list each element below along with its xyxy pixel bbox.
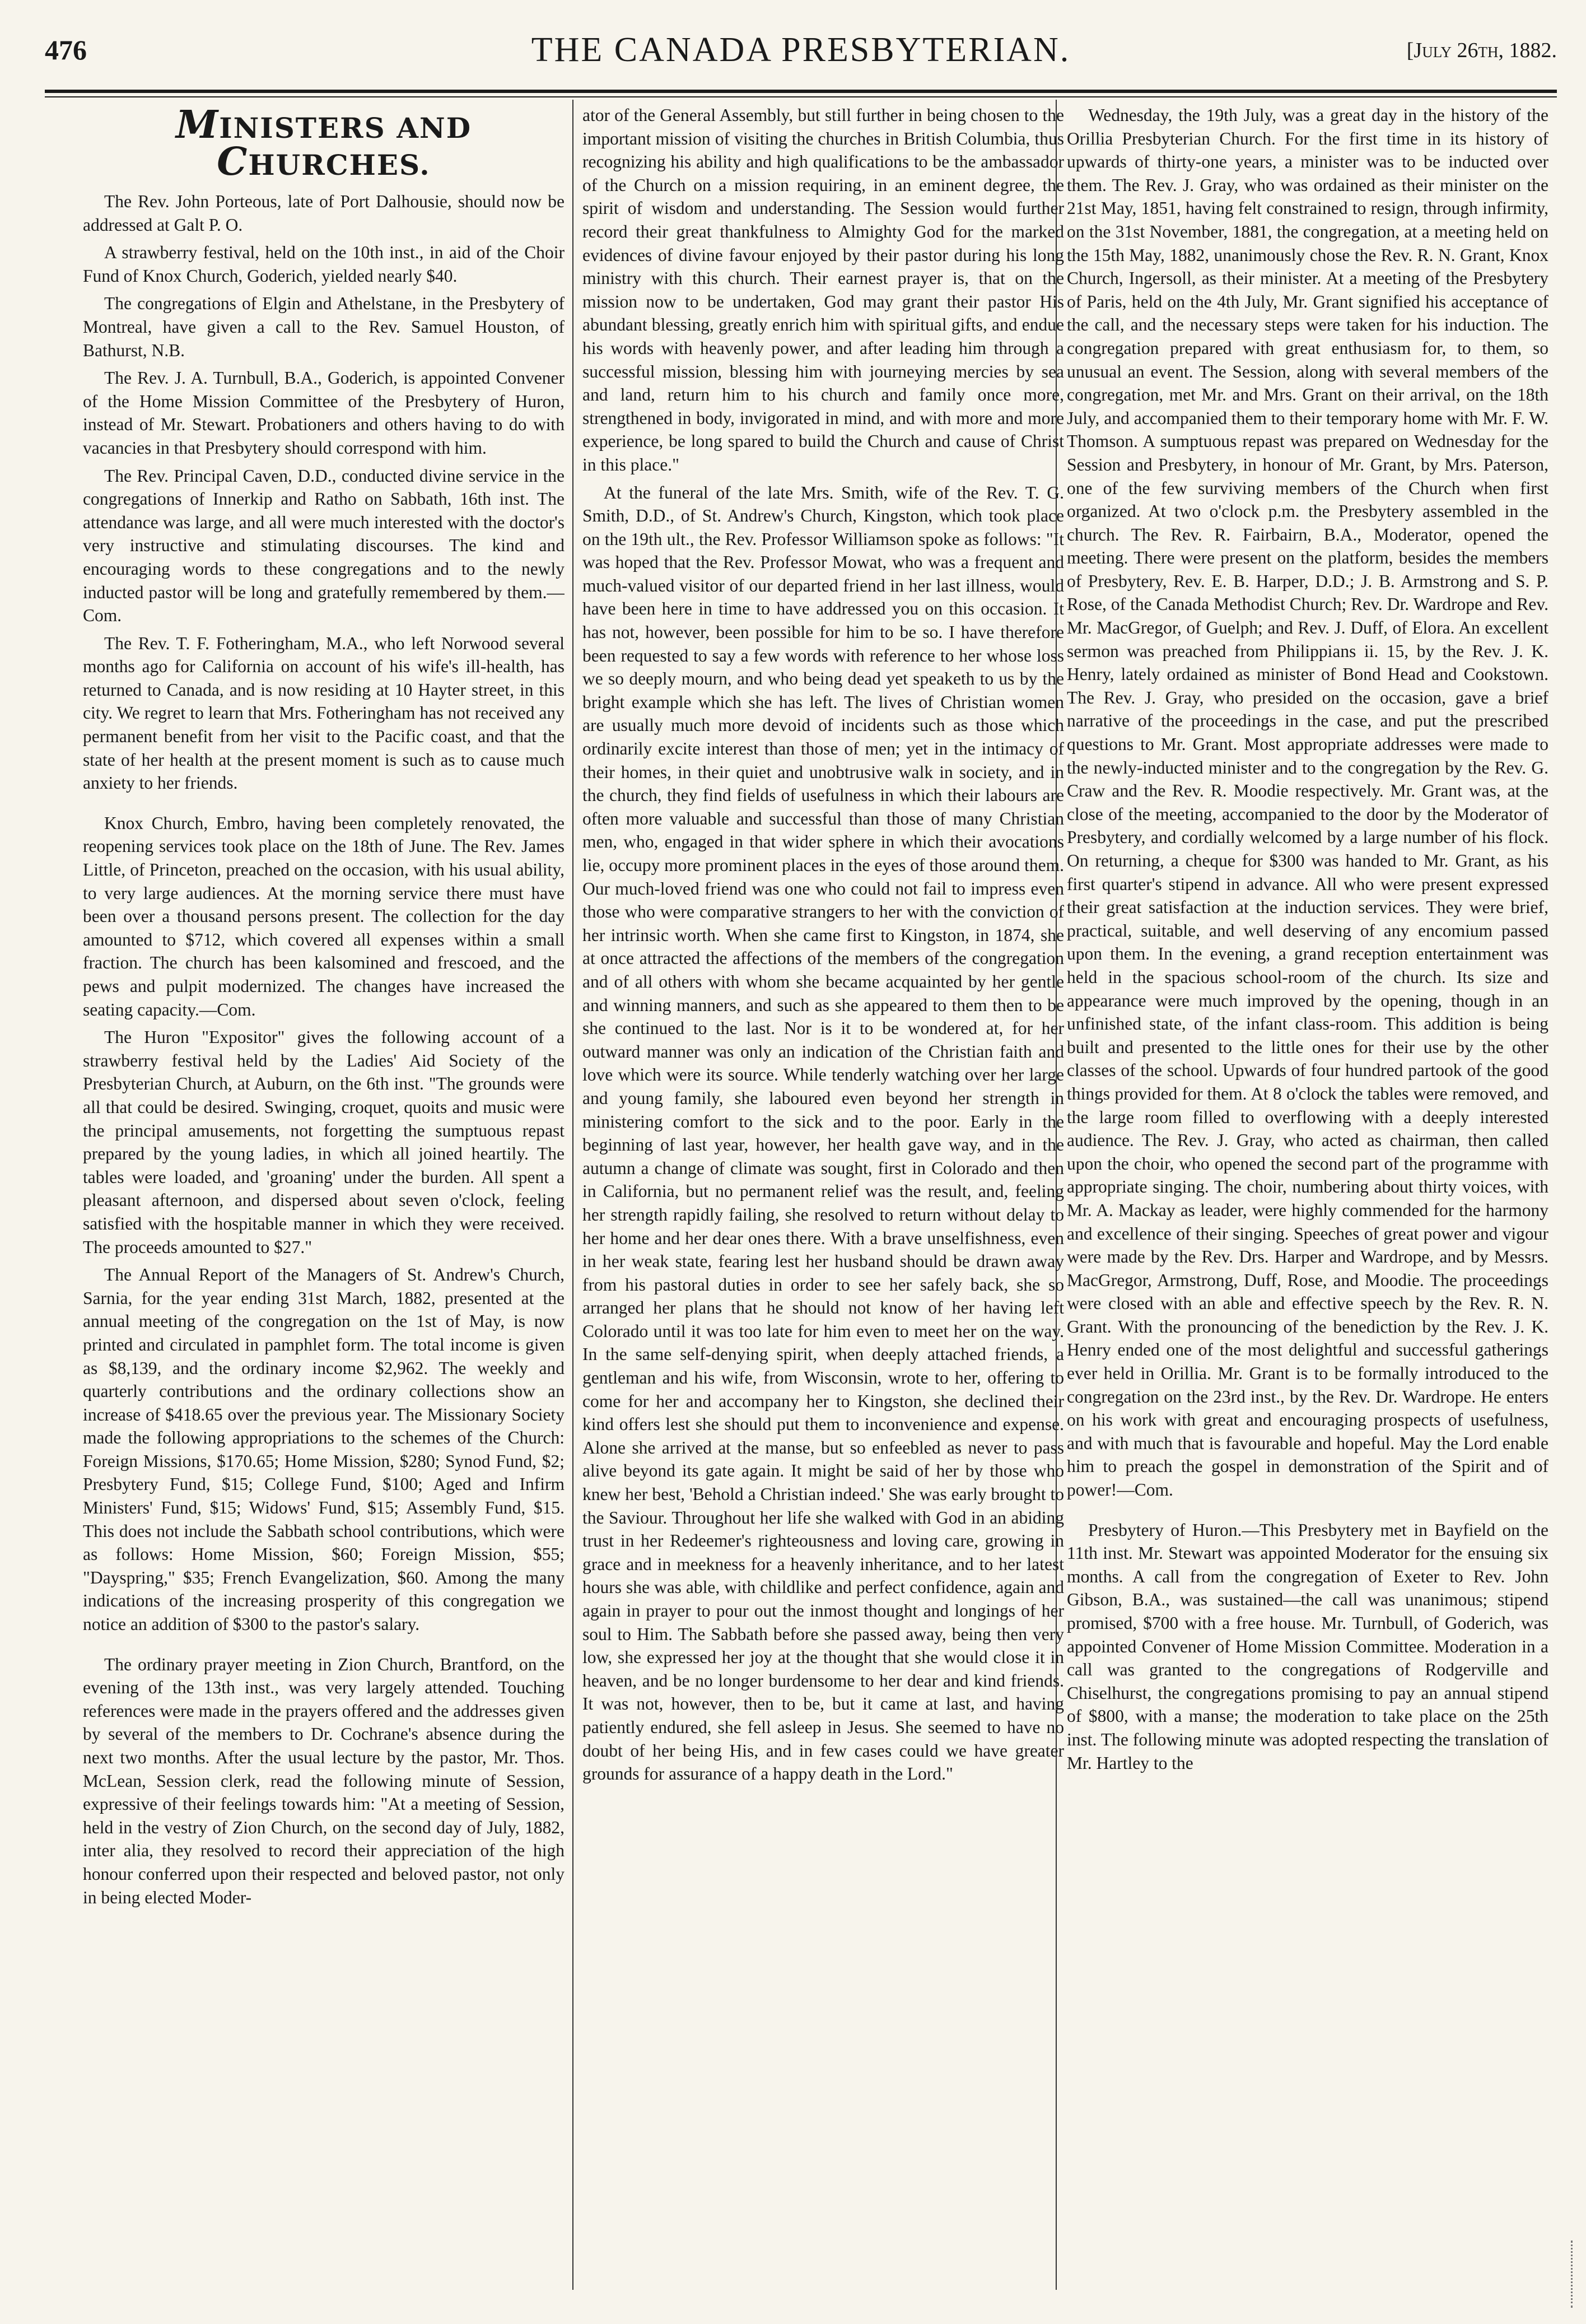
news-item: The Rev. T. F. Fotheringham, M.A., who left Norwood several months ago for California on account of his wife's ill-health, has returned to Canada, and is now residing at 10 Hayter street, in this city. We regret to learn that Mrs. Fotheringham has not received any permanent benefit from her visit to the Pacific coast, and that the state of her health at the present moment is such as to cause much anxiety to her friends. xyxy=(83,633,565,793)
news-item: The congregations of Elgin and Athelstane, in the Presbytery of Montreal, have given a call to the Rev. Samuel Houston, of Bathurst, N.B. xyxy=(83,294,565,360)
news-item: At the funeral of the late Mrs. Smith, wife of the Rev. T. G. Smith, D.D., of St. Andrew's Church, Kingston, which took place on the 19th ult., the Rev. Professor Williamson spoke as follows: "It was hoped that the Rev. Professor Mowat, who was a frequent and much-valued visitor of our departed friend in her last illness, would have been here in time to have addressed you on this occasion. It has not, however, been possible for him to be so. I have therefore been requested to say a few words with reference to her whose loss we so deeply mourn, and who being dead yet speaketh to us by the bright example which she has left. The lives of Christian women are usually much more devoid of incidents such as those which ordinarily excite interest than those of men; yet in the intimacy of their homes, in their quiet and unobtrusive walk in society, and in the church, they find fields of usefulness in which their labours are often more valuable and successful than those of many Christian men, who, engaged in that wider sphere in which their avocations lie, occupy more prominent places in the eyes of those around them. Our much-loved friend was one who could not fail to impress even those who were comparative strangers to her with the conviction of her intrinsic worth. When she came first to Kingston, in 1874, she at once attracted the affections of the members of the congregation and of all others with whom she became acquainted by her gentle and winning manners, and such as she appeared to them then to be she continued to the last. Nor is it to be wondered at, for her outward manner was only an indication of the Christian faith and love which were its source. While tenderly watching over her large and young family, she laboured even beyond her strength in ministering comfort to the sick and to the poor. Early in the beginning of last year, however, her health gave way, and in the autumn a change of climate was sought, first in Colorado and then in California, but no permanent relief was the result, and, feeling her strength rapidly failing, she resolved to return without delay to her home and her dear ones there. With a brave unselfishness, even in her weak state, fearing lest her husband should be drawn away from his pastoral duties in order to see her safely back, she so arranged her plans that he should not know of her having left Colorado until it was too late for him even to meet her on the way. In the same self-denying spirit, when deeply attached friends, a gentleman and his wife, from Wisconsin, wrote to her, offering to come for her and accompany her to Kingston, she declined their kind offers lest she should put them to inconvenience and expense. Alone she arrived at the manse, but so enfeebled as never to pass alive beyond its gate again. It might be said of her by those who knew her best, 'Behold a Christian indeed.' She was early brought to the Saviour. Throughout her life she walked with God in an abiding trust in her Redeemer's righteousness and loving care, growing in grace and in meekness for a heavenly inheritance, and to her latest hours she was able, with childlike and perfect confidence, again and again in prayer to pour out the inmost thought and longings of her soul to Him. The Sabbath before she passed away, being then very low, she expressed her joy at the thought that she would close it in heaven, and be no longer burdensome to her dear and kind friends. It was not, however, then to be, but it came at last, and having patiently endured, she fell asleep in Jesus. She seemed to have no doubt of her being His, and in few cases could we have greater grounds for assurance of a happy death in the Lord." xyxy=(582,482,1064,1784)
section-heading-text: HURCHES. xyxy=(248,148,431,181)
news-item: A strawberry festival, held on the 10th inst., in aid of the Choir Fund of Knox Church, Goderich, yielded nearly $40. xyxy=(83,243,565,286)
section-heading-text: INISTERS AND xyxy=(219,111,472,145)
page-header xyxy=(45,22,1557,90)
news-item: Presbytery of Huron.—This Presbytery met in Bayfield on the 11th inst. Mr. Stewart was appointed Moderator for the ensuing six months. A call from the congregation of Exeter to Rev. John Gibson, B.A., was sustained—the call was unanimous; stipend promised, $700 with a free house. Mr. Turnbull, of Goderich, was appointed Convener of Home Mission Committee. Moderation in a call was granted to the congregations of Rodgerville and Chiselhurst, the congregations promising to pay an annual stipend of $800, with a manse; the moderation to take place on the 25th inst. The following minute was adopted respecting the translation of Mr. Hartley to the xyxy=(1067,1520,1548,1773)
news-item: The ordinary prayer meeting in Zion Church, Brantford, on the evening of the 13th inst., was very largely attended. Touching references were made in the prayers offered and the addresses given by several of the members to Dr. Cochrane's absence during the next two months. After the usual lecture by the pastor, Mr. Thos. McLean, Session clerk, read the following minute of Session, expressive of their feelings towards him: "At a meeting of Session, held in the vestry of Zion Church, on the second day of July, 1882, inter alia, they resolved to record their appreciation of the high honour conferred upon their respected and beloved pastor, not only in being elected Moder- xyxy=(83,1654,565,1907)
header-rule-thin xyxy=(45,96,1557,97)
column-divider xyxy=(572,100,573,2290)
news-item: The Huron "Expositor" gives the following account of a strawberry festival held by the Ladies' Aid Society of the Presbyterian Church, at Auburn, on the 6th inst. "The grounds were all that could be desired. Swinging, croquet, quoits and music were the principal amusements, not forgetting the sumptuous repast prepared by the young ladies, in which all joined heartily. The tables were loaded, and 'groaning' under the burden. All spent a pleasant afternoon, and dispersed about seven o'clock, feeling satisfied with the hospitable manner in which they were received. The proceeds amounted to $27." xyxy=(83,1027,565,1257)
section-heading xyxy=(83,104,565,184)
page-number: 476 xyxy=(45,34,87,66)
issue-date: [July 26th, 1882. xyxy=(1406,39,1557,62)
column-2 xyxy=(582,104,1064,2288)
news-item: The Rev. Principal Caven, D.D., conducted divine service in the congregations of Innerkip and Ratho on Sabbath, 16th inst. The attendance was large, and all were much interested with the doctor's very instructive and stimulating discourses. The kind and encouraging words to these congregations and to the newly inducted pastor will be long and gratefully remembered by them.—Com. xyxy=(83,465,565,626)
page-edge-mark xyxy=(1571,2241,1580,2308)
news-item: The Annual Report of the Managers of St. Andrew's Church, Sarnia, for the year ending 31st March, 1882, presented at the annual meeting of the congregation on the 1st of May, is now printed and circulated in pamphlet form. The total income is given as $8,139, and the ordinary income $2,962. The weekly and quarterly contributions and the ordinary collections show an increase of $418.65 over the previous year. The Missionary Society made the following appropriations to the schemes of the Church: Foreign Missions, $170.65; Home Mission, $280; Synod Fund, $2; Presbytery Fund, $15; College Fund, $100; Aged and Infirm Ministers' Fund, $15; Widows' Fund, $15; Assembly Fund, $15. This does not include the Sabbath school contributions, which were as follows: Home Mission, $60; Foreign Mission, $55; "Dayspring," $35; French Evangelization, $60. Among the many indications of the increasing prosperity of this congregation we notice an addition of $300 to the pastor's salary. xyxy=(83,1265,565,1634)
section-heading-initial: C xyxy=(217,139,249,184)
news-item: The Rev. John Porteous, late of Port Dalhousie, should now be addressed at Galt P. O. xyxy=(83,192,565,235)
column-3 xyxy=(1067,104,1548,2288)
journal-title: THE CANADA PRESBYTERIAN. xyxy=(531,31,1071,69)
news-item-continued: ator of the General Assembly, but still further in being chosen to the important mission of visiting the churches in British Columbia, thus recognizing his ability and high qualifications to be the ambassador of the Church on a mission requiring, in an eminent degree, the spirit of wisdom and understanding. The Session would further record their great thankfulness to Almighty God for the marked evidences of divine favour enjoyed by their pastor during his long ministry with this church. Their earnest prayer is, that on the mission now to be undertaken, God may grant their pastor His abundant blessing, greatly enrich him with spiritual gifts, and endue his words with heavenly power, and after leading him through a successful mission, blessing him with journeying mercies by sea and land, return him to his church and family once more, strengthened in body, invigorated in mind, and with more and more experience, be long spared to build the Church and cause of Christ in this place." xyxy=(582,105,1064,474)
section-heading-initial: M xyxy=(175,104,220,147)
news-item: The Rev. J. A. Turnbull, B.A., Goderich, is appointed Convener of the Home Mission Committee of the Presbytery of Huron, instead of Mr. Stewart. Probationers and others having to do with vacancies in that Presbytery should correspond with him. xyxy=(83,368,565,458)
header-rule xyxy=(45,90,1557,93)
news-item: Wednesday, the 19th July, was a great day in the history of the Orillia Presbyterian Church. For the first time in its history of upwards of thirty-one years, a minister was to be inducted over them. The Rev. J. Gray, who was ordained as their minister on the 21st May, 1851, having felt constrained to resign, through infirmity, on the 31st November, 1881, the congregation, at a meeting held on the 15th May, 1882, unanimously chose the Rev. R. N. Grant, Knox Church, Ingersoll, as their minister. At a meeting of the Presbytery of Paris, held on the 4th July, Mr. Grant signified his acceptance of the call, and the necessary steps were taken for his induction. The congregation prepared with great enthusiasm for, to them, so unusual an event. The Session, along with several members of the congregation, met Mr. and Mrs. Grant on their arrival, on the 18th July, and accompanied them to their temporary home with Mr. F. W. Thomson. A sumptuous repast was prepared on Wednesday for the Session and Presbytery, in honour of Mr. Grant, by Mrs. Paterson, one of the few surviving members of the Church when first organized. At two o'clock p.m. the Presbytery assembled in the church. The Rev. R. Fairbairn, B.A., Moderator, opened the meeting. There were present on the platform, besides the members of Presbytery, Rev. E. B. Harper, D.D.; J. B. Armstrong and S. P. Rose, of the Canada Methodist Church; Rev. Dr. Wardrope and Rev. Mr. MacGregor, of Guelph; and Rev. J. Duff, of Elora. An excellent sermon was preached from Philippians ii. 15, by the Rev. J. K. Henry, lately ordained as minister of Bond Head and Cookstown. The Rev. J. Gray, who presided on the occasion, gave a brief narrative of the proceedings in the case, and put the prescribed questions to Mr. Grant. Most appropriate addresses were made to the newly-inducted minister and to the congregation by the Rev. G. Craw and the Rev. R. Moodie respectively. Mr. Grant was, at the close of the meeting, accompanied to the door by the Moderator of Presbytery, and cordially welcomed by a large number of his flock. On returning, a cheque for $300 was handed to Mr. Grant, as his first quarter's stipend in advance. All who were present expressed their great satisfaction at the induction services. They were brief, practical, suitable, and well deserving of any encomium passed upon them. In the evening, a grand reception entertainment was held in the spacious school-room of the church. Its size and appearance were much improved by the opening, though in an unfinished state, of the infant class-room. This addition is being built and presented to the little ones for their use by the other classes of the school. Upwards of four hundred partook of the good things provided for them. At 8 o'clock the tables were removed, and the large room filled to overflowing with a deeply interested audience. The Rev. J. Gray, who acted as chairman, then called upon the choir, who opened the second part of the programme with appropriate singing. The choir, numbering about thirty voices, with Mr. A. Mackay as leader, were highly commended for the harmony and excellence of their singing. Speeches of great power and vigour were made by the Rev. Drs. Harper and Wardrope, and by Messrs. MacGregor, Armstrong, Duff, Rose, and Moodie. The proceedings were closed with an able and effective speech by the Rev. R. N. Grant. With the pronouncing of the benediction by the Rev. J. K. Henry ended one of the most delightful and successful gatherings ever held in Orillia. Mr. Grant is to be formally introduced to the congregation on the 23rd inst., by the Rev. Dr. Wardrope. He enters on his work with great and encouraging prospects of usefulness, and with much that is favourable and hopeful. May the Lord enable him to preach the gospel in demonstration of the Spirit and of power!—Com. xyxy=(1067,105,1548,1500)
news-item: Knox Church, Embro, having been completely renovated, the reopening services took place on the 18th of June. The Rev. James Little, of Princeton, preached on the occasion, with his usual ability, to very large audiences. At the morning service there must have been over a thousand persons present. The collection for the day amounted to $712, which covered all expenses within a small fraction. The church has been kalsomined and frescoed, and the pews and pulpit modernized. The changes have increased the seating capacity.—Com. xyxy=(83,813,565,1019)
column-1 xyxy=(83,104,565,2288)
